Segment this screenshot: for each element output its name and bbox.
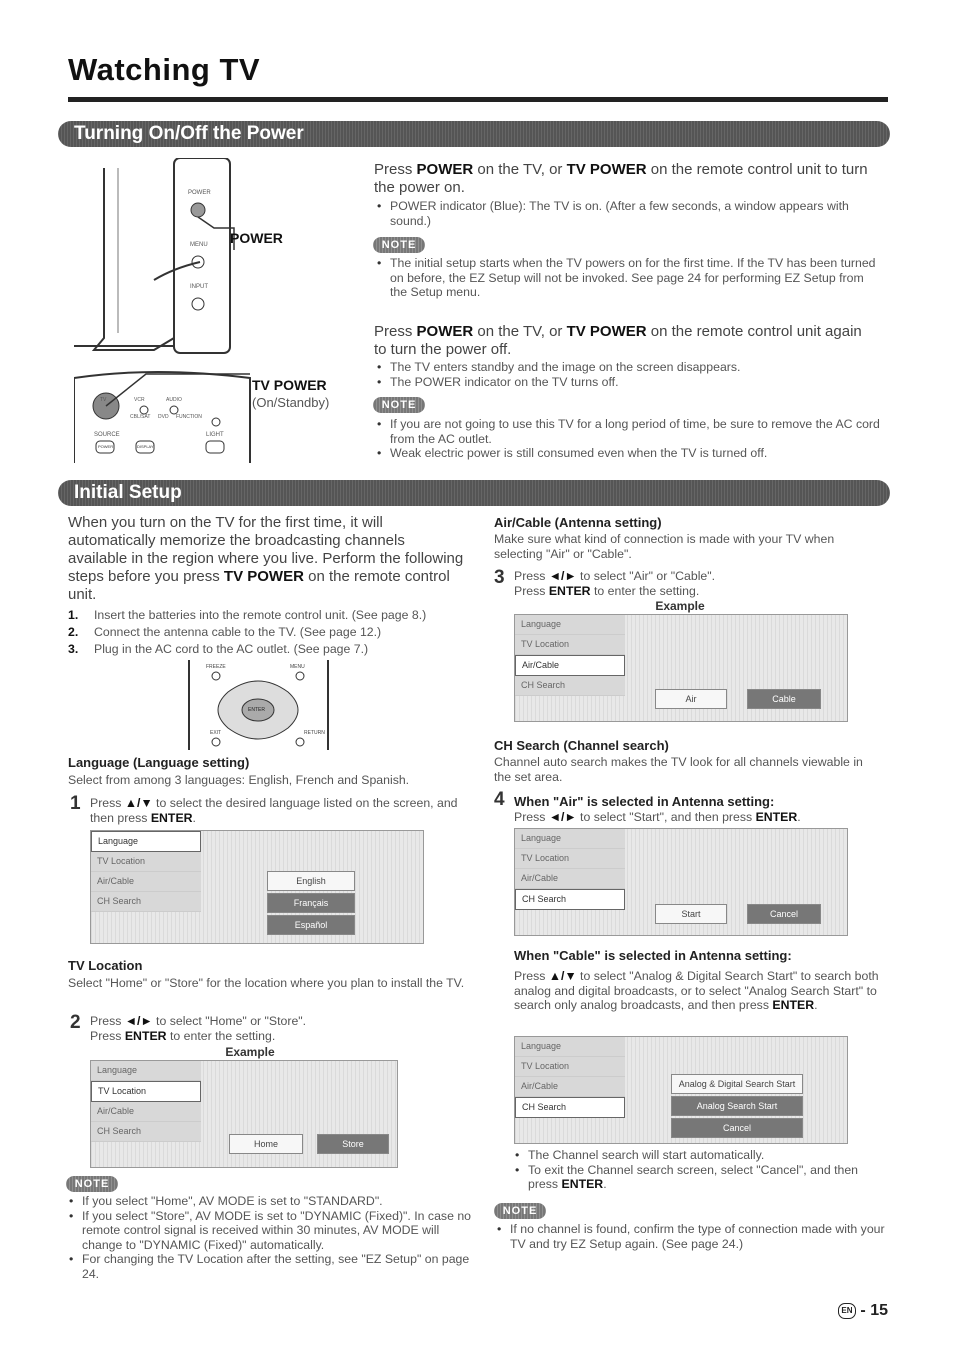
list-item: • POWER indicator (Blue): The TV is on. (After a few seconds, a window appears with sound.): [374, 199, 874, 228]
callout-power: POWER: [230, 230, 283, 246]
menu-row[interactable]: CH Search: [91, 1122, 201, 1142]
title-rule: [68, 97, 888, 102]
power-on-note: [374, 256, 879, 300]
option-analog[interactable]: Analog Search Start: [671, 1096, 803, 1116]
tv-location-step: Press ◄/► to select "Home" or "Store". Press ENTER to enter the setting.: [90, 1014, 307, 1043]
nav-label-return: RETURN: [304, 730, 325, 736]
list-item: • To exit the Channel search screen, select "Cancel", and then press ENTER.: [512, 1163, 887, 1192]
ch-search-note: [494, 1222, 889, 1251]
tv-location-screen: [90, 1060, 398, 1168]
remote-button-label: DISPLAY: [137, 444, 154, 449]
option-store[interactable]: Store: [317, 1134, 389, 1154]
ch-search-cable-title: When "Cable" is selected in Antenna setting:: [514, 948, 792, 963]
ch-search-cable-step: Press ▲/▼ to select "Analog & Digital Search Start" to search both analog and digital broadcasts, or to select "Analog Search Start" to search only analog broadcasts, and then press ENTER.: [514, 969, 879, 1012]
menu-row[interactable]: TV Location: [91, 1081, 201, 1102]
setup-steps: [68, 607, 468, 658]
note-badge: NOTE: [66, 1176, 118, 1192]
nav-label-exit: EXIT: [210, 730, 222, 736]
list-item: • The initial setup starts when the TV powers on for the first time. If the TV has been turned on before, the EZ Setup will not be invoked. See page 24 for performing EZ Setup from the Setup menu.: [374, 256, 879, 300]
power-on-instruction: Press POWER on the TV, or TV POWER on the remote control unit to turn the power on.: [374, 161, 868, 196]
ch-search-air-title: When "Air" is selected in Antenna setting:: [514, 794, 775, 809]
menu-row[interactable]: Air/Cable: [515, 869, 625, 889]
remote-label: TV: [100, 397, 107, 403]
menu-row[interactable]: Language: [515, 829, 625, 849]
menu-row[interactable]: Air/Cable: [91, 872, 201, 892]
list-item: • If you are not going to use this TV for a long period of time, be sure to remove the AC cord from the AC outlet.: [374, 417, 884, 446]
step-number: 3: [494, 567, 505, 588]
tv-location-desc: Select "Home" or "Store" for the location where you plan to install the TV.: [68, 976, 465, 990]
option-air[interactable]: Air: [655, 689, 727, 709]
step-number: 1: [70, 793, 81, 814]
menu-row[interactable]: Language: [91, 1061, 201, 1081]
remote-label: LIGHT: [206, 432, 224, 438]
option-espanol[interactable]: Español: [267, 915, 355, 935]
remote-label: SOURCE: [94, 432, 120, 438]
remote-label: DVD: [158, 414, 169, 420]
remote-button-label: POWER: [98, 444, 114, 449]
air-cable-heading: Air/Cable (Antenna setting): [494, 515, 662, 530]
menu-row[interactable]: Air/Cable: [515, 1077, 625, 1097]
menu-row[interactable]: Language: [515, 1037, 625, 1057]
section-header-setup: [58, 480, 890, 506]
nav-label-enter: ENTER: [248, 707, 265, 713]
tv-label-power: POWER: [188, 190, 211, 196]
ch-search-cable-screen: [514, 1036, 848, 1144]
power-illustration: [74, 158, 354, 466]
callout-standby: (On/Standby): [252, 395, 330, 410]
list-item: • The TV enters standby and the image on the screen disappears.: [374, 360, 874, 375]
menu-row[interactable]: Air/Cable: [515, 655, 625, 676]
section-heading: Turning On/Off the Power: [74, 123, 304, 144]
tv-label-input: INPUT: [190, 284, 208, 290]
note-badge: NOTE: [494, 1203, 546, 1219]
option-cable[interactable]: Cable: [747, 689, 821, 709]
language-desc: Select from among 3 languages: English, French and Spanish.: [68, 773, 410, 787]
option-analog-digital[interactable]: Analog & Digital Search Start: [671, 1074, 803, 1094]
note-badge: NOTE: [373, 237, 425, 253]
list-item: • The POWER indicator on the TV turns off.: [374, 375, 874, 390]
language-heading: Language (Language setting): [68, 755, 250, 770]
ch-search-air-step: Press ◄/► to select "Start", and then press ENTER.: [514, 810, 801, 824]
power-off-notes: [374, 417, 884, 461]
list-item: 2. Connect the antenna cable to the TV. (See page 12.): [68, 625, 382, 639]
list-item: • The Channel search will start automatically.: [512, 1148, 887, 1163]
remote-label: VCR: [134, 397, 145, 403]
setup-intro: When you turn on the TV for the first time, it will automatically memorize the broadcasting channels available in the region where you live. Perform the following steps before you press TV POWER on the remote control unit.: [68, 514, 464, 603]
air-cable-step: Press ◄/► to select "Air" or "Cable". Press ENTER to enter the setting.: [514, 569, 716, 598]
power-on-bullets: [374, 199, 874, 228]
language-screen: [90, 830, 424, 944]
menu-row[interactable]: Air/Cable: [91, 1102, 201, 1122]
remote-nav-illustration: [186, 660, 332, 752]
menu-row[interactable]: Language: [91, 831, 201, 852]
remote-label: FUNCTION: [176, 414, 202, 420]
nav-label-menu: MENU: [290, 664, 305, 670]
remote-label: AUDIO: [166, 397, 182, 403]
page-title: Watching TV: [68, 52, 261, 87]
list-item: 1. Insert the batteries into the remote control unit. (See page 8.): [68, 608, 427, 622]
power-off-instruction: Press POWER on the TV, or TV POWER on the remote control unit again to turn the power off.: [374, 323, 862, 358]
language-badge: EN: [838, 1303, 856, 1319]
nav-label-freeze: FREEZE: [206, 664, 226, 670]
power-off-bullets: [374, 360, 874, 389]
menu-row[interactable]: CH Search: [515, 676, 625, 696]
list-item: • Weak electric power is still consumed even when the TV is turned off.: [374, 446, 884, 461]
language-step: Press ▲/▼ to select the desired language listed on the screen, and then press ENTER.: [90, 796, 458, 825]
step-number: 4: [494, 789, 505, 810]
callout-tv-power: TV POWER: [252, 377, 327, 393]
note-badge: NOTE: [373, 397, 425, 413]
tv-label-menu: MENU: [190, 242, 208, 248]
air-cable-screen: [514, 614, 848, 722]
menu-row[interactable]: TV Location: [91, 852, 201, 872]
menu-row[interactable]: Language: [515, 615, 625, 635]
list-item: • For changing the TV Location after the setting, see "EZ Setup" on page 24.: [66, 1252, 471, 1281]
menu-row[interactable]: TV Location: [515, 635, 625, 655]
list-item: • If you select "Store", AV MODE is set to "DYNAMIC (Fixed)". In case no remote control signal is received within 30 minutes, AV MODE will change to "DYNAMIC (Fixed)" automatically.: [66, 1209, 471, 1253]
section-heading: Initial Setup: [74, 482, 182, 503]
ch-search-air-screen: [514, 828, 848, 936]
tv-location-notes: [66, 1194, 471, 1281]
option-start[interactable]: Start: [655, 904, 727, 924]
tv-location-heading: TV Location: [68, 958, 143, 973]
page-number: EN - 15: [838, 1302, 888, 1320]
menu-row[interactable]: TV Location: [515, 849, 625, 869]
example-label: Example: [225, 1045, 275, 1059]
ch-search-desc: Channel auto search makes the TV look for all channels viewable in the set area.: [494, 755, 863, 784]
ch-search-heading: CH Search (Channel search): [494, 738, 669, 753]
ch-search-bullets: [512, 1148, 887, 1192]
menu-row[interactable]: CH Search: [515, 1097, 625, 1118]
list-item: 3. Plug in the AC cord to the AC outlet. (See page 7.): [68, 642, 369, 656]
section-header-power: [58, 121, 890, 147]
menu-row[interactable]: CH Search: [515, 889, 625, 910]
menu-row[interactable]: CH Search: [91, 892, 201, 912]
option-cancel[interactable]: Cancel: [747, 904, 821, 924]
option-home[interactable]: Home: [229, 1134, 303, 1154]
list-item: • If no channel is found, confirm the type of connection made with your TV and try EZ Setup again. (See page 24.): [494, 1222, 889, 1251]
menu-row[interactable]: TV Location: [515, 1057, 625, 1077]
option-cancel[interactable]: Cancel: [671, 1118, 803, 1138]
list-item: • If you select "Home", AV MODE is set to "STANDARD".: [66, 1194, 471, 1209]
option-francais[interactable]: Français: [267, 893, 355, 913]
remote-label: CBL/SAT: [130, 414, 151, 420]
tv-side-illustration: [74, 158, 354, 466]
air-cable-desc: Make sure what kind of connection is made with your TV when selecting "Air" or "Cable".: [494, 532, 835, 561]
step-number: 2: [70, 1012, 81, 1033]
example-label: Example: [655, 599, 705, 613]
option-english[interactable]: English: [267, 871, 355, 891]
